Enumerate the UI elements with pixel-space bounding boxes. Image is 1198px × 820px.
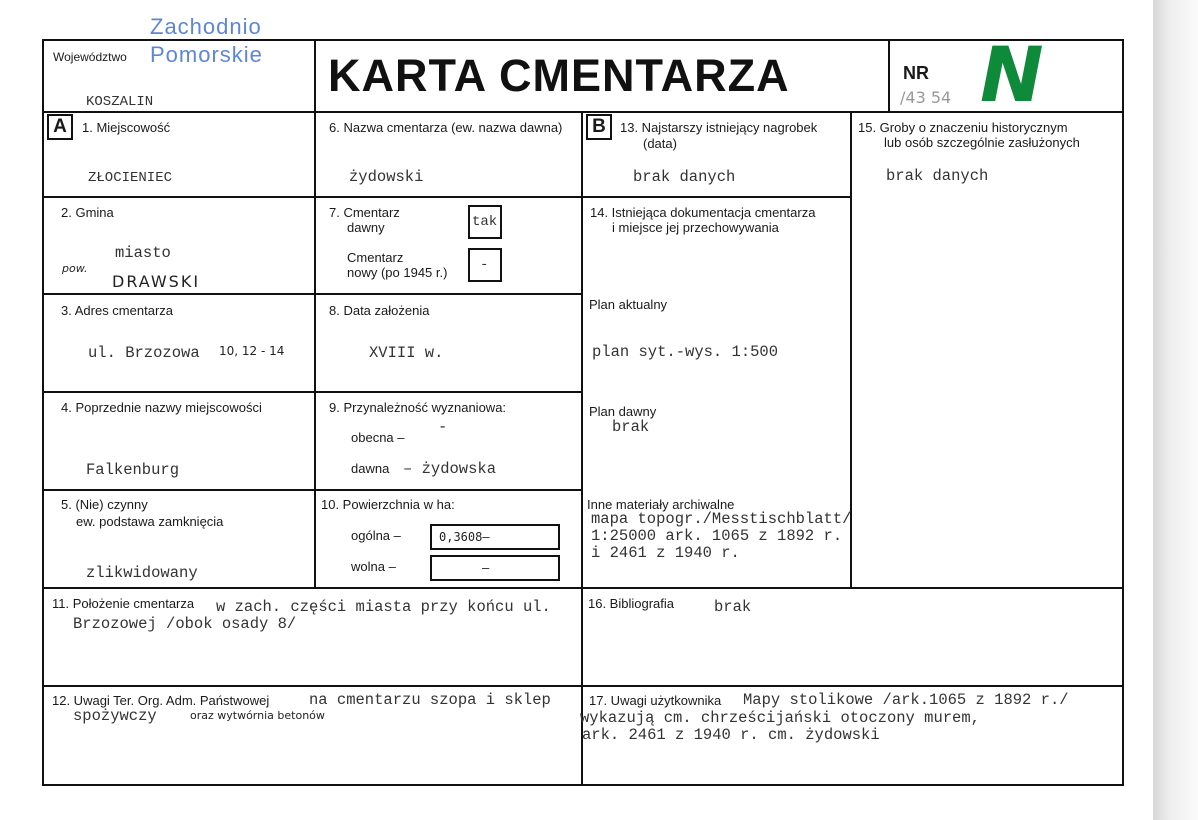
- divider: [888, 39, 890, 112]
- divider: [314, 391, 316, 588]
- field-9-current-value: -: [438, 418, 448, 436]
- divider: [581, 111, 583, 785]
- field-10-label: 10. Powierzchnia w ha:: [321, 497, 455, 512]
- field-9-current-label: obecna –: [351, 430, 405, 445]
- nr-label: NR: [903, 63, 929, 83]
- field-12-value-line1: na cmentarzu szopa i sklep: [309, 691, 551, 709]
- field-6-value: żydowski: [349, 168, 424, 186]
- field-12-value-line2: spożywczy: [73, 707, 157, 725]
- divider: [42, 196, 583, 198]
- frame-bottom: [42, 784, 1124, 786]
- divider: [42, 111, 1124, 113]
- paper-edge: [1153, 0, 1198, 820]
- field-13-value: brak danych: [633, 168, 736, 186]
- section-a-letter: A: [47, 114, 73, 140]
- divider: [42, 391, 583, 393]
- field-11-value-line2: Brzozowej /obok osady 8/: [73, 615, 297, 633]
- field-1-label: 1. Miejscowość: [82, 120, 171, 135]
- field-14-old-plan-label: Plan dawny: [589, 404, 657, 419]
- field-17-value-line3: ark. 2461 z 1940 r. cm. żydowski: [582, 726, 880, 744]
- field-8-label: 8. Data założenia: [329, 303, 430, 318]
- field-16-value: brak: [714, 598, 752, 616]
- field-7-new-line2: nowy (po 1945 r.): [347, 265, 448, 280]
- field-15-value: brak danych: [886, 167, 989, 185]
- field-2-label: 2. Gmina: [61, 205, 114, 220]
- voivodeship-label: Województwo: [53, 50, 127, 64]
- field-1-value: ZŁOCIENIEC: [88, 170, 173, 186]
- field-14-other-line1: mapa topogr./Messtischblatt/: [591, 510, 852, 528]
- field-2-note-prefix: pow.: [62, 262, 88, 275]
- field-14-current-plan-value: plan syt.-wys. 1:500: [592, 343, 779, 361]
- field-14-old-plan-value: brak: [612, 418, 650, 436]
- field-3-value: ul. Brzozowa: [88, 344, 200, 362]
- field-17-value-line2: wykazują cm. chrześcijański otoczony murem,: [580, 709, 980, 727]
- field-12-value-hand: oraz wytwórnia betonów: [190, 709, 325, 722]
- divider: [581, 196, 852, 198]
- field-5-label-line1: 5. (Nie) czynny: [61, 497, 148, 512]
- field-4-label: 4. Poprzednie nazwy miejscowości: [61, 400, 262, 415]
- frame-left: [42, 39, 44, 786]
- field-17-label: 17. Uwagi użytkownika: [589, 693, 722, 708]
- field-14-label-line1: 14. Istniejąca dokumentacja cmentarza: [590, 205, 816, 220]
- field-10-total-label: ogólna –: [351, 528, 401, 543]
- field-7-old-line1: 7. Cmentarz: [329, 205, 400, 220]
- field-7-old-box: [468, 205, 502, 239]
- field-9-former-value: – żydowska: [403, 460, 497, 478]
- field-4-value: Falkenburg: [86, 461, 180, 479]
- field-13-label-line1: 13. Najstarszy istniejący nagrobek: [620, 120, 818, 135]
- field-6-label: 6. Nazwa cmentarza (ew. nazwa dawna): [329, 120, 563, 135]
- field-9-former-label: dawna: [351, 461, 390, 476]
- field-7-new-value: -: [480, 257, 489, 273]
- card-title: KARTA CMENTARZA: [328, 50, 790, 101]
- field-16-label: 16. Bibliografia: [588, 596, 674, 611]
- frame-right: [1122, 39, 1124, 786]
- field-7-old-value: tak: [472, 214, 498, 230]
- divider: [42, 489, 583, 491]
- field-7-old-line2: dawny: [347, 220, 385, 235]
- field-15-label-line1: 15. Groby o znaczeniu historycznym: [858, 120, 1068, 135]
- field-2-value: miasto: [115, 244, 171, 262]
- divider: [42, 587, 1124, 589]
- voivodeship-stamp-line1: Zachodnio: [150, 14, 262, 39]
- voivodeship-stamp-line2: Pomorskie: [150, 42, 263, 67]
- field-11-label: 11. Położenie cmentarza: [52, 596, 195, 611]
- field-11-value-line1: w zach. części miasta przy końcu ul.: [216, 598, 551, 616]
- divider: [42, 685, 1124, 687]
- field-7-new-line1: Cmentarz: [347, 250, 404, 265]
- field-14-label-line2: i miejsce jej przechowywania: [612, 220, 779, 235]
- field-2-note: DRAWSKI: [112, 272, 201, 291]
- field-14-current-plan-label: Plan aktualny: [589, 297, 668, 312]
- field-5-label-line2: ew. podstawa zamknięcia: [76, 514, 224, 529]
- section-b-letter: B: [586, 114, 612, 140]
- field-10-free-box: [430, 555, 560, 581]
- field-14-other-line3: i 2461 z 1940 r.: [591, 544, 740, 562]
- field-3-value-hand: 10, 12 - 14: [219, 344, 285, 358]
- field-17-value-line1: Mapy stolikowe /ark.1065 z 1892 r./: [743, 691, 1069, 709]
- field-14-other-line2: 1:25000 ark. 1065 z 1892 r.: [591, 527, 843, 545]
- field-10-free-label: wolna –: [351, 559, 396, 574]
- field-15-label-line2: lub osób szczególnie zasłużonych: [884, 135, 1080, 150]
- field-7-new-box: [468, 248, 502, 282]
- field-13-label-line2: (data): [643, 136, 677, 151]
- divider: [42, 293, 583, 295]
- field-10-free-value: –: [482, 561, 490, 575]
- field-14-other-label: Inne materiały archiwalne: [587, 497, 735, 512]
- field-8-value: XVIII w.: [369, 344, 444, 362]
- field-5-value: zlikwidowany: [86, 564, 198, 582]
- nr-value: N: [980, 30, 1044, 119]
- field-10-total-value: 0,3608–: [439, 530, 490, 544]
- field-3-label: 3. Adres cmentarza: [61, 303, 173, 318]
- nr-faint: /43 54: [900, 88, 952, 107]
- field-12-label: 12. Uwagi Ter. Org. Adm. Państwowej: [52, 693, 270, 708]
- field-9-label: 9. Przynależność wyznaniowa:: [329, 400, 507, 415]
- field-10-total-box: [430, 524, 560, 550]
- voivodeship-old: KOSZALIN: [86, 94, 154, 110]
